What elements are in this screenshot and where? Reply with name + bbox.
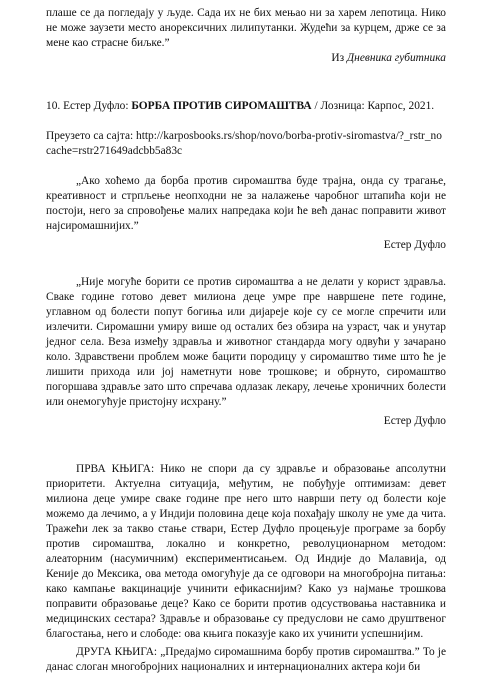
paragraph-second-book: ДРУГА КЊИГА: „Предајмо сиромашнима борбу против сиромаштва.” То је данас слоган многобројних националних и интернационалних актера који би bbox=[46, 646, 446, 673]
entry-source-link[interactable]: Преузето са сајта: http://karposbooks.rs/shop/novo/borba-protiv-siromastva/?_rstr_nocache=rstr271649adcbb5a83c bbox=[46, 130, 442, 157]
quote-1-author: Естер Дуфло bbox=[383, 239, 446, 251]
quote-1: „Ако хоћемо да борба против сиромаштва буде трајна, онда су трагање, креативност и стрпљење неопходни не за налажење чаробног штапића који не постоји, него за спровођење малих напредака који ће већ данас поправити живот најсиромашнијих.” bbox=[46, 175, 446, 232]
entry-publisher: / Лозница: Карпос, 2021. bbox=[311, 100, 435, 112]
quote-2: „Није могуће борити се против сиромаштва а не делати у корист здравља. Сваке године готово девет милиона деце умре пре навршене пете године, углавном од болести попут богиња или дијареје које су се могле спречити или излечити. Сиромашни умиру више од осталих без обзира на узраст, чак и унутар једног села. Веза између здравља и животног стандарда могу одвући у зачарано коло. Здравствени проблем може бацити породицу у сиромаштво тиме што ће је лишити прихода или јој наметнути нове трошкове; и обрнуто, сиромаштво погоршава здравље зато што спречава одлазак лекару, лечење хроничних болести или онемогућује пристојну исхрану.” bbox=[46, 276, 446, 408]
paragraph-first-book: ПРВА КЊИГА: Нико не спори да су здравље и образовање апсолутни приоритети. Актуелна ситуација, међутим, не побуђује оптимизам: девет милиона деце умире сваке године пре него што наврши пету од болести које можемо да лечимо, а у Индији половина деце која похађају школу не уме да чита. Тражећи лек за такво стање ствари, Естер Дуфло процењује програме за борбу против сиромаштва, локално и конкретно, револуционарном методом: алеаторним (насумичним) експериментисањем. Од Индије до Малавија, од Кеније до Мексика, ова метода омогућује да се одговори на многобројна питања: како кампање вакцинације учинити ефикаснијим? Како уз најмање трошкова поправити образовање деце? Како се борити против одсуствовања наставника и медицинских сестара? Здравље и образовање су предуслови не само друштвеног благостања, него и слободе: ова књига показује како их учинити успешнијим. bbox=[46, 463, 446, 640]
entry-number: 10. Естер Дуфло: bbox=[46, 100, 132, 112]
previous-entry-fragment: плаше се да погледају у људе. Сада их не бих мењао ни за харем лепотица. Нико не може заузети место анорексичних лилипутанки. Жудећи за курцем, држе се за мене као страсне биљке.” bbox=[46, 7, 446, 49]
fragment-source-title: Дневника губитника bbox=[346, 52, 446, 64]
quote-2-author: Естер Дуфло bbox=[383, 415, 446, 427]
fragment-source-prefix: Из bbox=[331, 52, 347, 64]
entry-title: БОРБА ПРОТИВ СИРОМАШТВА bbox=[131, 100, 312, 112]
entry-heading bbox=[46, 99, 446, 114]
fragment-source bbox=[46, 51, 446, 66]
document-page bbox=[46, 6, 446, 675]
